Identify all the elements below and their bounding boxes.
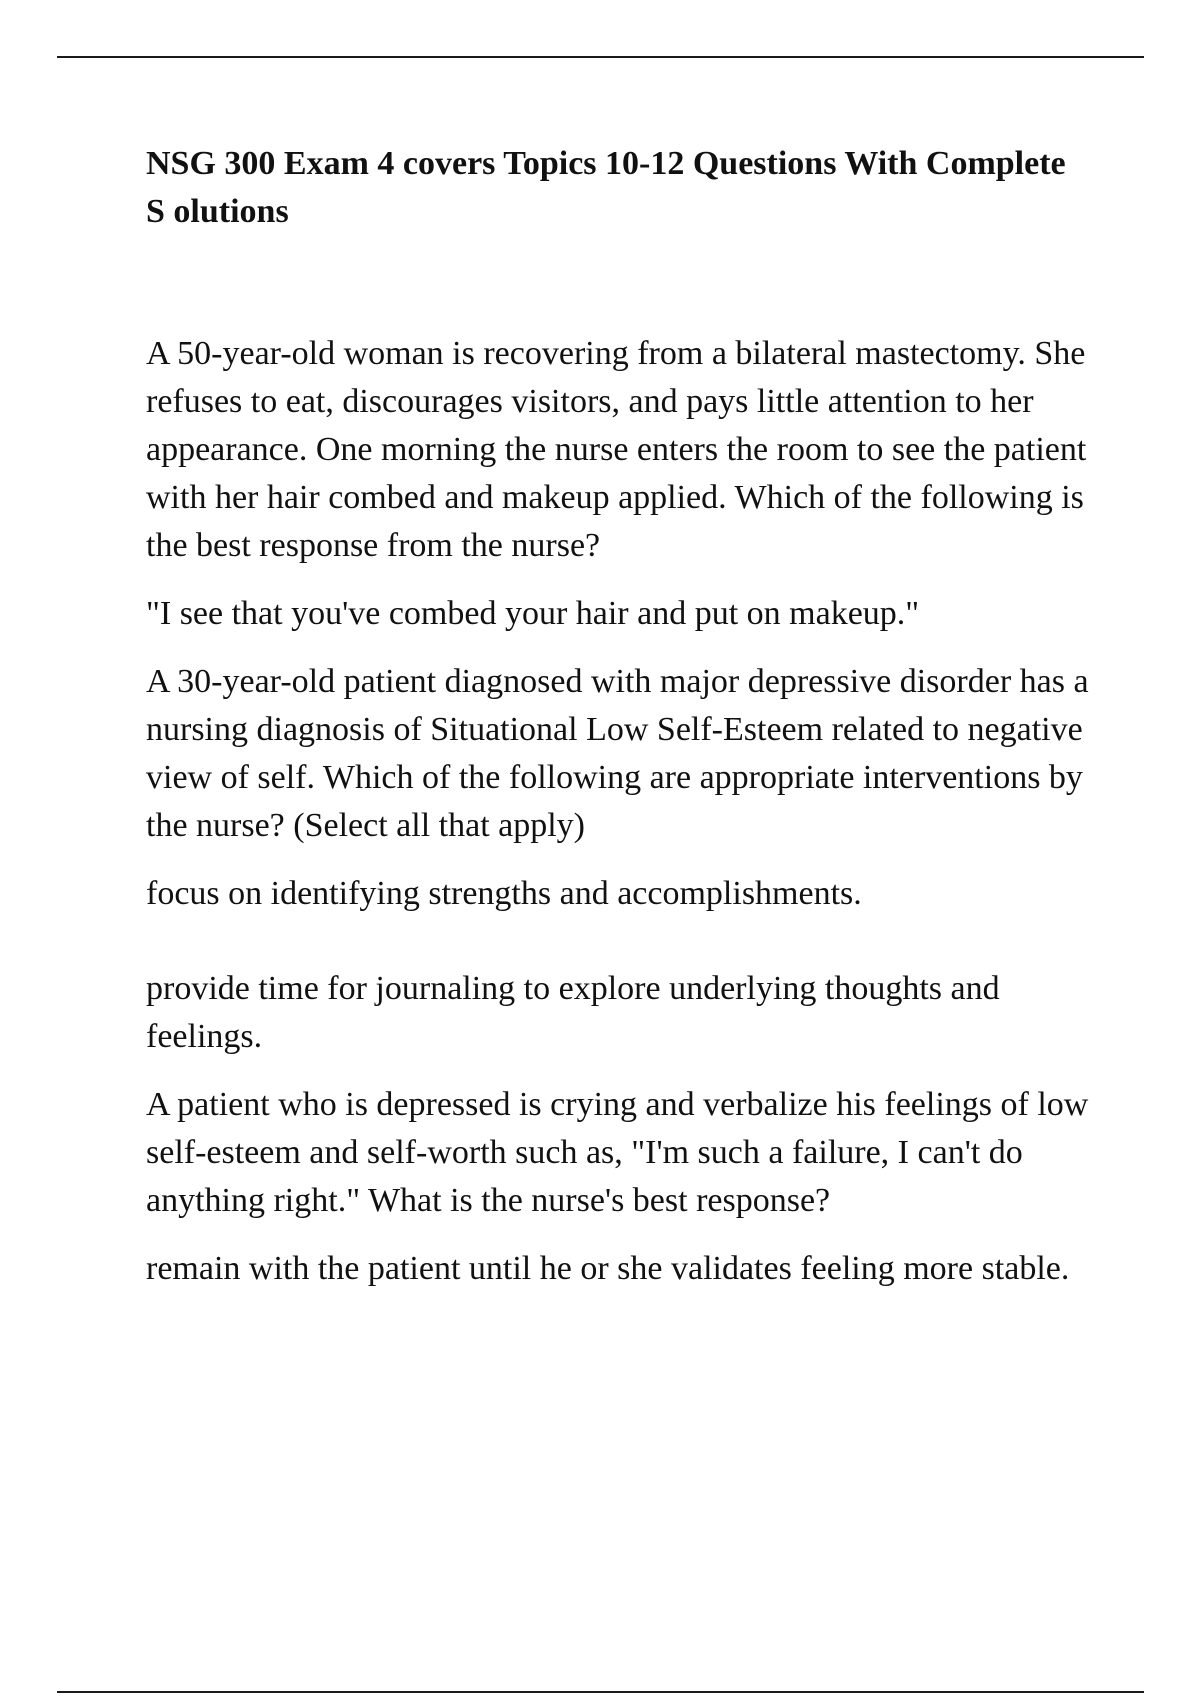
bottom-rule: [57, 1691, 1144, 1693]
answer-2a: focus on identifying strengths and accomplishments.: [146, 875, 862, 912]
qa-content: [146, 330, 1091, 1313]
answer-1: "I see that you've combed your hair and put on makeup.": [146, 595, 920, 632]
document-title: NSG 300 Exam 4 covers Topics 10-12 Questions With Complete S olutions: [146, 145, 1066, 230]
answer-3: remain with the patient until he or she validates feeling more stable.: [146, 1250, 1070, 1287]
question-3: A patient who is depressed is crying and verbalize his feelings of low self-esteem and self-worth such as, "I'm such a failure, I can't do anything right." What is the nurse's best response?: [146, 1086, 1089, 1219]
top-rule: [57, 56, 1144, 58]
question-2: A 30-year-old patient diagnosed with major depressive disorder has a nursing diagnosis of Situational Low Self-Esteem related to negative view of self. Which of the following are appropriate interventions by the nurse? (Select all that apply): [146, 663, 1089, 844]
answer-2b: provide time for journaling to explore underlying thoughts and feelings.: [146, 970, 1000, 1055]
question-1: A 50-year-old woman is recovering from a bilateral mastectomy. She refuses to eat, discourages visitors, and pays little attention to her appearance. One morning the nurse enters the room to see the patient with her hair combed and makeup applied. Which of the following is the best response from the nurse?: [146, 335, 1087, 564]
